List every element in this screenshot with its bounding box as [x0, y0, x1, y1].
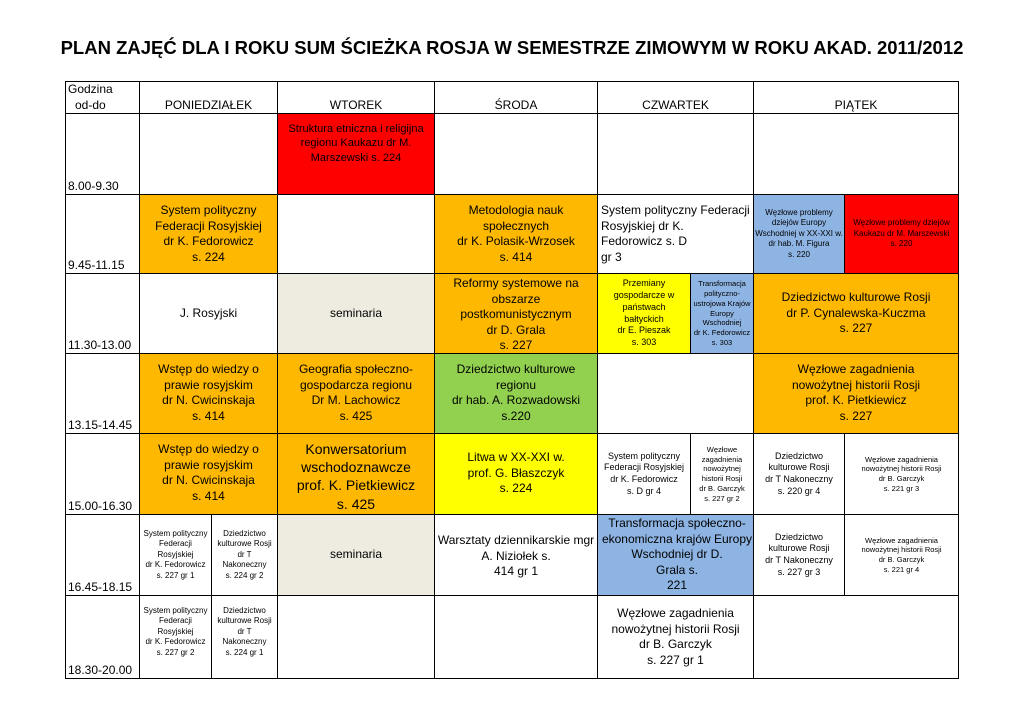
- time-slot: [65, 113, 140, 195]
- time-slot: [65, 514, 140, 596]
- class-text: J. Rosyjski: [179, 305, 238, 320]
- day-label: WTOREK: [329, 98, 383, 112]
- class-cell: [597, 514, 754, 596]
- class-cell: [277, 273, 435, 354]
- class-text: System polityczny Federacji Rosyjskiej dr K. Fedorowicz s. 227 gr 1: [143, 529, 208, 580]
- day-label: ŚRODA: [494, 98, 538, 112]
- class-text: Węzłowe zagadnienia nowożytnej historii Rosji dr B. Garczyk s. 221 gr 4: [861, 535, 942, 574]
- class-cell: [690, 273, 754, 354]
- class-text: Węzłowe zagadnienia nowożytnej historii Rosji prof. K. Pietkiewicz s. 227: [791, 362, 921, 423]
- class-cell: [690, 433, 754, 515]
- time-slot: [65, 595, 140, 679]
- class-text: System polityczny Federacji Rosyjskiej dr K. Fedorowicz s. D gr 4: [603, 450, 685, 496]
- time-label: 15.00-16.30: [68, 499, 133, 513]
- class-cell: [139, 353, 278, 434]
- class-text: Przemiany gospodarcze w państwach bałtyckich dr E. Pieszak s. 303: [613, 278, 675, 347]
- time-label: 11.30-13.00: [68, 338, 132, 352]
- day-header-monday: [139, 81, 278, 114]
- class-cell: [277, 433, 435, 515]
- class-cell: [753, 433, 845, 515]
- class-cell: [434, 194, 598, 274]
- time-label: 8.00-9.30: [68, 179, 119, 193]
- class-cell: [139, 595, 212, 679]
- class-cell: [844, 514, 959, 596]
- class-text: Litwa w XX-XXI w. prof. G. Błaszczyk s. 224: [467, 450, 565, 496]
- day-label: PIĄTEK: [834, 98, 878, 112]
- class-text: Dziedzictwo kulturowe Rosji dr P. Cynalewska-Kuczma s. 227: [781, 290, 931, 336]
- empty-cell: [597, 113, 754, 195]
- empty-cell: [597, 353, 754, 434]
- time-slot: [65, 194, 140, 274]
- class-text: seminaria: [329, 305, 383, 320]
- class-cell: [211, 514, 278, 596]
- class-cell: [139, 514, 212, 596]
- class-cell: [597, 273, 691, 354]
- class-cell: [277, 353, 435, 434]
- class-cell: [753, 273, 959, 354]
- day-header-wednesday: [434, 81, 598, 114]
- class-text: Transformacja polityczno- ustrojowa Krajów Europy Wschodniej dr K. Fedorowicz s. 303: [693, 279, 751, 347]
- empty-cell: [753, 113, 959, 195]
- class-cell: [434, 514, 598, 596]
- class-text: Geografia społeczno- gospodarcza regionu Dr M. Lachowicz s. 425: [298, 362, 414, 423]
- class-text: Dziedzictwo kulturowe Rosji dr T Nakoneczny s. 224 gr 1: [217, 606, 272, 657]
- class-text: System polityczny Federacji Rosyjskiej dr K. Fedorowicz s. 224: [155, 203, 262, 264]
- class-text: System polityczny Federacji Rosyjskiej dr K. Fedorowicz s. D gr 3: [601, 203, 750, 264]
- time-header-label: Godzina od-do: [68, 82, 113, 112]
- class-cell: [597, 194, 754, 274]
- time-label: 13.15-14.45: [68, 418, 133, 432]
- empty-cell: [139, 113, 278, 195]
- class-text: seminaria: [329, 547, 383, 562]
- class-cell: [844, 194, 959, 274]
- class-cell: [844, 433, 959, 515]
- class-text: Węzłowe problemy dziejów Kaukazu dr M. Marszewski s. 220: [853, 218, 950, 249]
- class-cell: [597, 595, 754, 679]
- class-text: Węzłowe problemy dziejów Europy Wschodniej w XX-XXI w. dr hab. M. Figura s. 220: [755, 208, 843, 259]
- class-text: Struktura etniczna i religijna regionu Kaukazu dr M. Marszewski s. 224: [288, 123, 424, 164]
- class-text: Dziedzictwo kulturowe Rosji dr T Nakoneczny s. 224 gr 2: [217, 529, 272, 580]
- class-cell: [139, 194, 278, 274]
- empty-cell: [753, 595, 959, 679]
- class-text: Metodologia nauk społecznych dr K. Polasik-Wrzosek s. 414: [457, 203, 575, 264]
- time-column-header: [65, 81, 140, 114]
- time-label: 9.45-11.15: [68, 258, 125, 272]
- class-cell: [434, 433, 598, 515]
- class-text: Dziedzictwo kulturowe Rosji dr T Nakoneczny s. 220 gr 4: [765, 450, 833, 496]
- class-cell: [597, 433, 691, 515]
- class-text: Reformy systemowe na obszarze postkomunistycznym dr D. Grala s. 227: [453, 276, 579, 353]
- class-text: Transformacja społeczno- ekonomiczna krajów Europy Wschodniej dr D. Grala s. 221: [601, 516, 753, 593]
- class-cell: [753, 353, 959, 434]
- class-text: Konwersatorium wschodoznawcze prof. K. Pietkiewicz s. 425: [296, 441, 416, 512]
- time-label: 18.30-20.00: [68, 663, 133, 677]
- class-text: Węzłowe zagadnienia nowożytnej historii Rosji dr B. Garczyk s. 221 gr 3: [861, 454, 942, 493]
- class-cell: [753, 514, 845, 596]
- time-slot: [65, 433, 140, 515]
- empty-cell: [434, 113, 598, 195]
- class-text: Węzłowe zagadnienia nowożytnej historii Rosji dr B. Garczyk s. 227 gr 2: [699, 444, 745, 503]
- time-slot: [65, 353, 140, 434]
- class-cell: [277, 514, 435, 596]
- day-label: CZWARTEK: [642, 98, 709, 112]
- day-header-thursday: [597, 81, 754, 114]
- time-label: 16.45-18.15: [68, 580, 133, 594]
- page-title: PLAN ZAJĘĆ DLA I ROKU SUM ŚCIEŻKA ROSJA W SEMESTRZE ZIMOWYM W ROKU AKAD. 2011/2012: [60, 37, 964, 58]
- class-text: Warsztaty dziennikarskie mgr A. Niziołek s. 414 gr 1: [437, 533, 595, 579]
- class-cell: [139, 273, 278, 354]
- class-cell: [277, 113, 435, 195]
- day-label: PONIEDZIAŁEK: [164, 98, 253, 112]
- class-text: Wstęp do wiedzy o prawie rosyjskim dr N. Cwicinskaja s. 414: [158, 362, 259, 423]
- class-text: Dziedzictwo kulturowe regionu dr hab. A. Rozwadowski s.220: [451, 362, 581, 423]
- day-header-tuesday: [277, 81, 435, 114]
- class-cell: [753, 194, 845, 274]
- day-header-friday: [753, 81, 959, 114]
- class-text: Węzłowe zagadnienia nowożytnej historii Rosji dr B. Garczyk s. 227 gr 1: [611, 606, 740, 667]
- class-cell: [434, 273, 598, 354]
- empty-cell: [277, 595, 435, 679]
- class-cell: [139, 433, 278, 515]
- class-cell: [434, 353, 598, 434]
- time-slot: [65, 273, 140, 354]
- class-cell: [211, 595, 278, 679]
- empty-cell: [277, 194, 435, 274]
- empty-cell: [434, 595, 598, 679]
- class-text: Wstęp do wiedzy o prawie rosyjskim dr N. Cwicinskaja s. 414: [158, 442, 259, 503]
- class-text: Dziedzictwo kulturowe Rosji dr T Nakoneczny s. 227 gr 3: [765, 531, 833, 577]
- class-text: System polityczny Federacji Rosyjskiej dr K. Fedorowicz s. 227 gr 2: [143, 606, 208, 657]
